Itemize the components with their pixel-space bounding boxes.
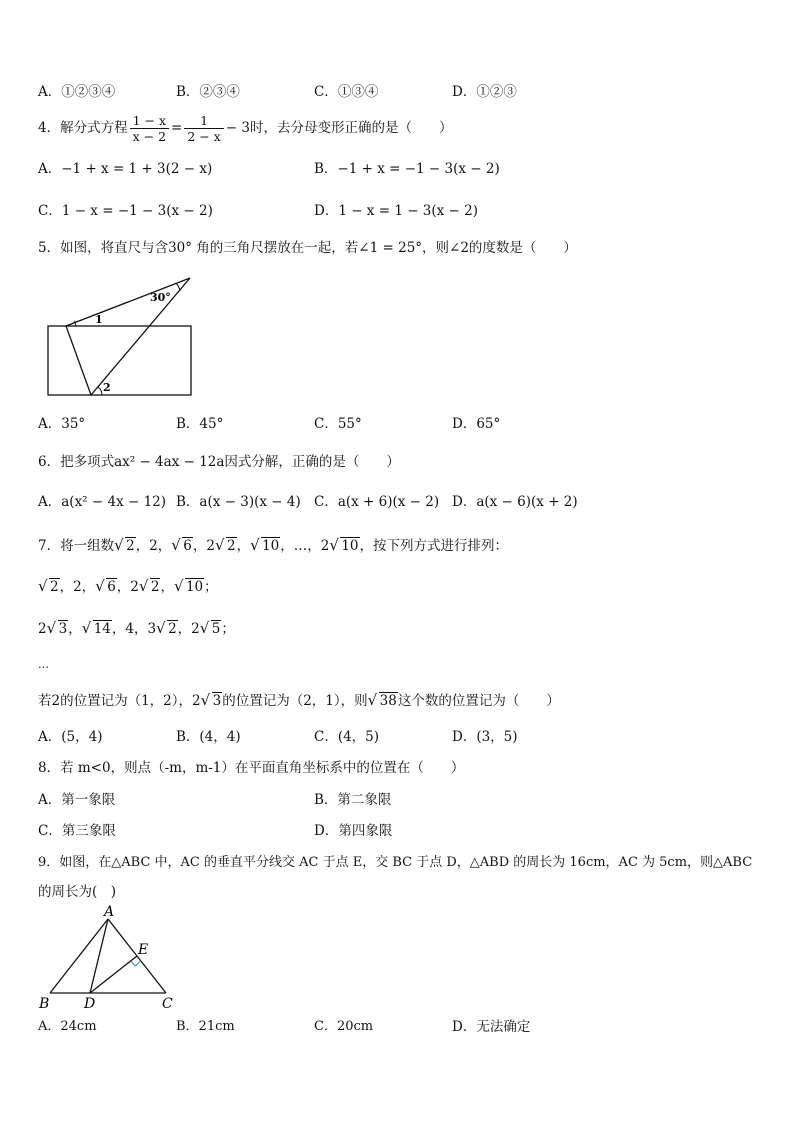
q5-stem: 5．如图，将直尺与含30° 角的三角尺摆放在一起，若∠1 = 25°，则∠2的度数是（ ） [38, 240, 577, 256]
label-angle-1: 1 [95, 313, 103, 326]
q7-stem: 7．将一组数√ 2，2，√ 6，2√ 2，√ 10，…，2√ 10，按下列方式进行排列： [38, 536, 508, 556]
q5-option-b: B．45° [176, 416, 224, 432]
q8-option-c: C．第三象限 [38, 823, 116, 839]
q7-condition: 若2的位置记为（1，2），2√ 3的位置记为（2，1），则√ 38这个数的位置记为（ ） [38, 691, 560, 711]
q6-option-c: C．a(x + 6)(x − 2) [314, 494, 440, 510]
q7-option-c: C．(4，5) [314, 729, 380, 745]
q4-equals: = [171, 120, 183, 136]
q9-stem-line-1: 9．如图，在△ABC 中，AC 的垂直平分线交 AC 于点 E，交 BC 于点 D，△ABD 的周长为 16cm，AC 为 5cm，则△ABC [38, 855, 753, 870]
q4-frac2-den: 2 − x [187, 129, 221, 144]
q4-suffix: − 3时，去分母变形正确的是（ ） [225, 120, 453, 136]
q6-stem: 6．把多项式ax² − 4ax − 12a因式分解，正确的是（ ） [38, 454, 400, 470]
q5-option-c: C．55° [314, 416, 362, 432]
q4-option-a: A．−1 + x = 1 + 3(2 − x) [38, 161, 213, 177]
angle-2-arc [98, 387, 102, 395]
q8-option-d: D．第四象限 [314, 823, 393, 839]
vertex-c-label: C [162, 996, 173, 1012]
q5-ruler-triangle-figure [44, 273, 196, 401]
q7-condition-part-a: 若2的位置记为（1，2），2 [38, 693, 201, 709]
q7-option-d: D．(3，5) [452, 729, 518, 745]
q4-frac2-num: 1 [184, 113, 223, 129]
point-d-label: D [84, 996, 96, 1012]
q5-option-a: A．35° [38, 416, 86, 432]
q3-option-b: B．②③④ [176, 84, 240, 100]
vertex-a-label: A [104, 904, 115, 920]
q6-option-b: B．a(x − 3)(x − 4) [176, 494, 301, 510]
q4-option-b: B．−1 + x = −1 − 3(x − 2) [314, 161, 500, 177]
q7-option-b: B．(4，4) [176, 729, 241, 745]
vertex-b-label: B [39, 996, 50, 1012]
q7-condition-part-c: 这个数的位置记为（ ） [397, 693, 560, 709]
point-e-label: E [138, 942, 149, 958]
q4-option-d: D．1 − x = 1 − 3(x − 2) [314, 203, 479, 219]
right-angle-marker [131, 961, 141, 966]
q9-stem-line-2: 的周长为( ) [38, 884, 117, 900]
q7-row-1: √ 2，2，√ 6，2√ 2，√ 10； [38, 577, 218, 597]
q4-fraction-2 [184, 113, 223, 144]
q9-option-a: A．24cm [38, 1019, 97, 1034]
q7-option-a: A．(5，4) [38, 729, 103, 745]
q4-frac1-num: 1 − x [130, 113, 169, 129]
triangle-ruler-shape [66, 278, 190, 395]
q7-condition-part-b: 的位置记为（2，1），则 [222, 693, 368, 709]
q8-stem: 8．若 m<0，则点（-m，m-1）在平面直角坐标系中的位置在（ ） [38, 760, 465, 776]
q9-option-b: B．21cm [176, 1019, 235, 1034]
q4-fraction-1 [130, 113, 169, 144]
q9-option-d: D．无法确定 [452, 1019, 531, 1035]
q6-option-a: A．a(x² − 4x − 12) [38, 494, 167, 510]
q5-option-d: D．65° [452, 416, 501, 432]
q3-option-d: D．①②③ [452, 84, 517, 100]
q4-frac1-den: x − 2 [132, 129, 167, 144]
q7-stem-prefix: 7．将一组数 [38, 538, 115, 554]
q4-prefix: 4．解分式方程 [38, 120, 128, 136]
label-angle-2: 2 [103, 381, 111, 394]
q8-option-b: B．第二象限 [314, 792, 392, 808]
q4-option-c: C．1 − x = −1 − 3(x − 2) [38, 203, 213, 219]
q3-option-c: C．①③④ [314, 84, 379, 100]
q4-stem [38, 111, 452, 145]
q7-ellipsis: … [38, 658, 49, 671]
q7-stem-suffix: ，按下列方式进行排列： [359, 538, 509, 554]
q9-option-c: C．20cm [314, 1019, 374, 1034]
q7-row-2: 2√ 3，√ 14，4，3√ 2，2√ 5； [38, 619, 235, 639]
angle-30-arc [176, 283, 180, 291]
q9-triangle-figure [36, 904, 186, 1016]
label-30-degree: 30° [150, 291, 171, 304]
q3-option-a: A．①②③④ [38, 84, 116, 100]
q8-option-a: A．第一象限 [38, 792, 116, 808]
q6-option-d: D．a(x − 6)(x + 2) [452, 494, 578, 510]
